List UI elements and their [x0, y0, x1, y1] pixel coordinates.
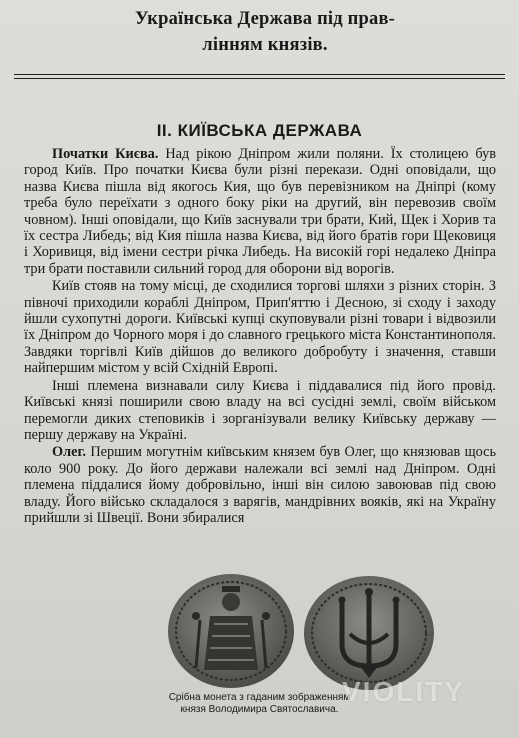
paragraph-1-lead: Початки Києва.	[52, 146, 159, 162]
header-rule-bottom	[14, 78, 505, 79]
paragraph-1-text: Над рікою Дніпром жили поляни. Їх столицею був город Київ. Про початки Києва були різні перекази. Одні оповідали, що назва Києва пішла від якогось Кия, що був перевізником на Дніпрі (кому треба було переїхати з одного боку ріки на другий, він перевозив своїм човном). Інші оповідали, що Київ заснували три брати, Кий, Щек і Хорив та їх сестра Либедь; від Кия пішла назва Києва, від його братів гори Щековиця і Хоривиця, від імени сестри річка Либедь. На високій горі недалеко Дніпра три брати поставили сильний город для оборони від ворогів.	[24, 146, 496, 277]
caption-line-1: Срібна монета з гаданим зображенням	[168, 692, 351, 703]
body-text	[24, 146, 496, 527]
paragraph-4	[24, 444, 496, 526]
paragraph-2: Київ стояв на тому місці, де сходилися торгові шляхи з різних сторін. З півночі приходили кораблі Дніпром, Прип'яттю і Десною, зі сходу і заходу йшли сухопутні дороги. Київські купці скуповували різні товари і відвозили їх Дніпром до Чорного моря і до славного грецького міста Константинополя. Завдяки торгівлі Київ дійшов до великого добробуту і значення, ставши найпершим містом у всій Східній Европі.	[24, 278, 496, 377]
coin-figure	[0, 570, 519, 690]
paragraph-1	[24, 146, 496, 277]
section-title: II. КИЇВСЬКА ДЕРЖАВА	[156, 121, 363, 140]
header-title-line-2: лінням князів.	[202, 35, 328, 55]
coin-obverse-icon	[166, 572, 296, 690]
caption-line-2: князя Володимира Святославича.	[180, 704, 339, 715]
watermark-text: VIOLITY	[342, 676, 465, 707]
header-title-line-1: Українська Держава під прав-	[134, 9, 396, 29]
paragraph-3: Інші племена визнавали силу Києва і піддавалися під його провід. Київські князі поширили свою владу на всі сусідні землі, своїм військом перемогли диких степовиків і зорганізували велику Київську державу — першу державу на Україні.	[24, 377, 496, 443]
paragraph-4-text: Першим могутнім київським князем був Олег, що князював щось коло 900 року. До його держави належали всі землі над Дніпром. Одні племена піддалися йому добровільно, інші він силою завоював під свою владу. Його військо складалося з варягів, мандрівних вояків, які на Україну прийшли зі Швеції. Вони збиралися	[24, 444, 496, 526]
coin-reverse-trident-icon	[302, 574, 436, 692]
header-rule-top	[14, 74, 505, 75]
paragraph-4-lead: Олег.	[52, 444, 86, 461]
page-header-title	[70, 6, 460, 58]
